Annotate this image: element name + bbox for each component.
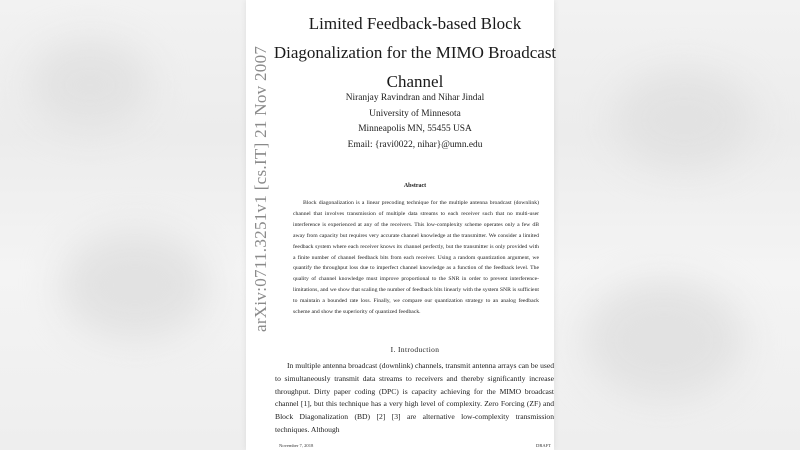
abstract-text: Block diagonalization is a linear precoding technique for the multiple antenna broadcast (downlink) channel that involves transmission of multiple data streams to each receiver such that no multi-user interference is experienced at any of the receivers. This low-complexity scheme operates only a few dB away from capacity but requires very accurate channel knowledge at the transmitter. We consider a limited feedback system where each receiver knows its channel perfectly, but the transmitter is only provided with a finite number of channel feedback bits from each receiver. Using a random quantization argument, we quantify the throughput loss due to imperfect channel knowledge as a function of the feedback level. The quality of channel knowledge must improve proportional to the SNR in order to prevent interference-limitations, and we show that scaling the number of feedback bits linearly with the system SNR is sufficient to maintain a bounded rate loss. Finally, we compare our quantization strategy to an analog feedback scheme and show the superiority of quantized feedback. <box>293 200 539 316</box>
backdrop-blur <box>30 40 150 130</box>
footer-date: November 7, 2018 <box>279 443 314 448</box>
author-affiliation: University of Minnesota <box>369 108 461 119</box>
section-heading: I. Introduction <box>390 345 440 354</box>
abstract-heading: Abstract <box>403 183 427 189</box>
backdrop-blur <box>584 280 744 400</box>
paper-title: Limited Feedback-based Block Diagonalization for the MIMO Broadcast Channel <box>273 14 557 91</box>
arxiv-stamp: arXiv:0711.3251v1 [cs.IT] 21 Nov 2007 <box>251 45 270 332</box>
left-backdrop <box>0 0 246 450</box>
author-email: Email: {ravi0022, nihar}@umn.edu <box>347 139 483 150</box>
author-location: Minneapolis MN, 55455 USA <box>358 124 472 134</box>
backdrop-blur <box>60 230 210 340</box>
author-block <box>330 91 500 153</box>
right-backdrop <box>554 0 800 450</box>
author-names: Niranjay Ravindran and Nihar Jindal <box>345 93 485 103</box>
introduction-text: In multiple antenna broadcast (downlink) channels, transmit antenna arrays can be used to simultaneously transmit data streams to receivers and thereby significantly increase throughput. Dirty paper coding (DPC) is capacity achieving for the MIMO broadcast channel [1], but this technique has a very high level of complexity. Zero Forcing (ZF) and Block Diagonalization (BD) [2] [3] are alternative low-complexity transmission techniques. Although <box>275 361 554 434</box>
backdrop-blur <box>614 70 754 170</box>
footer-draft-label: DRAFT <box>536 443 552 448</box>
